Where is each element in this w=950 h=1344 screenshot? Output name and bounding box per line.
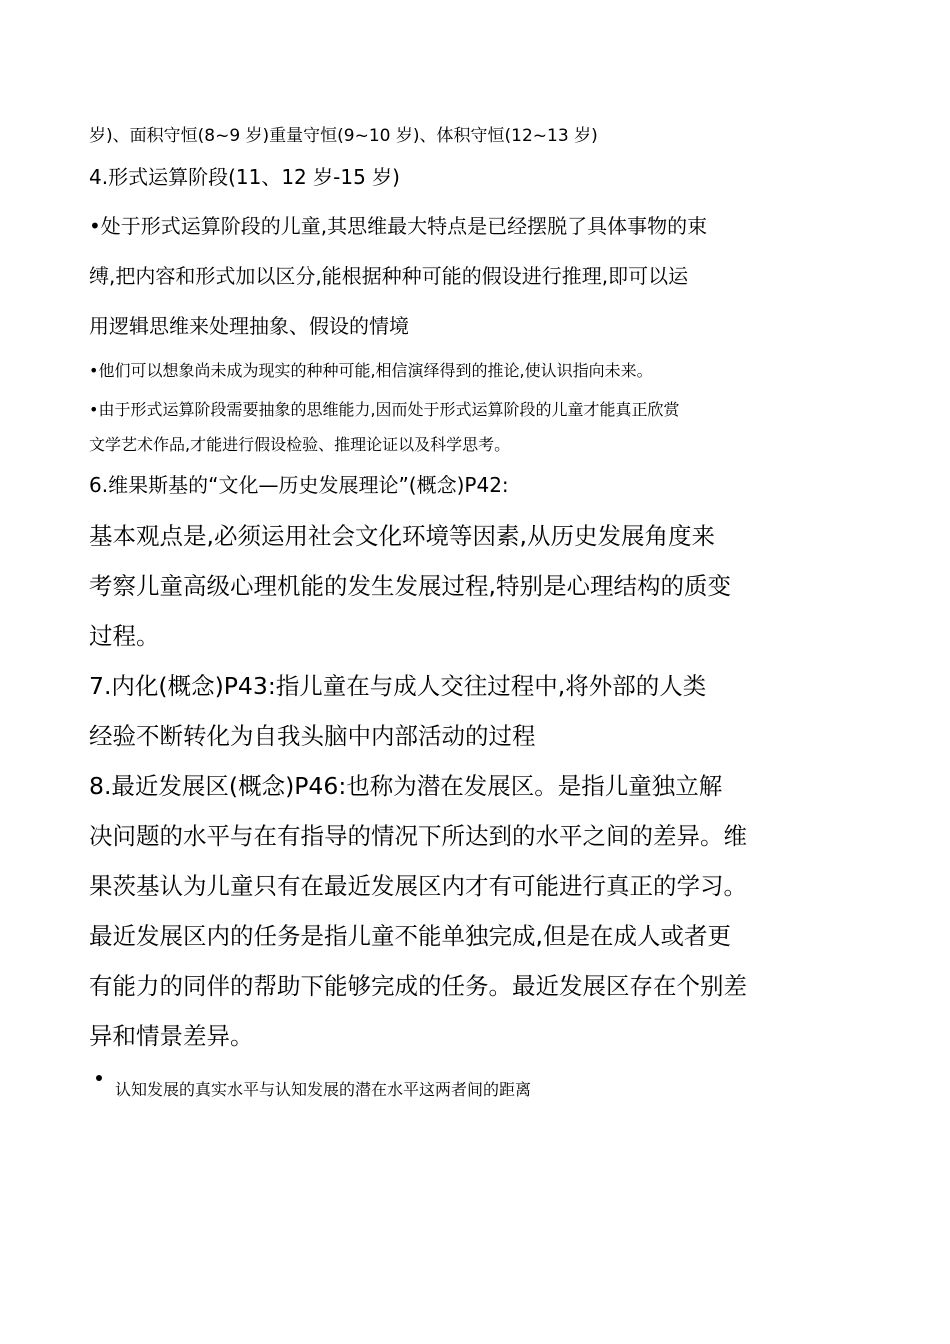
heading-vygotsky-theory: 6.维果斯基的“文化—历史发展理论”(概念)P42:: [89, 473, 509, 497]
text-line-zpd-definition: 认知发展的真实水平与认知发展的潜在水平这两者间的距离: [115, 1080, 532, 1099]
bullet-dot-icon: [96, 1075, 102, 1081]
text-line-basic-view-3: 过程。: [89, 622, 160, 650]
text-line-internalization-1: 7.内化(概念)P43:指儿童在与成人交往过程中,将外部的人类: [89, 672, 707, 700]
text-line-zpd-2: 决问题的水平与在有指导的情况下所达到的水平之间的差异。维: [89, 822, 747, 850]
text-line-zpd-1: 8.最近发展区(概念)P46:也称为潜在发展区。是指儿童独立解: [89, 772, 723, 800]
heading-formal-operational-stage: 4.形式运算阶段(11、12 岁-15 岁): [89, 165, 400, 189]
text-line-zpd-3: 果茨基认为儿童只有在最近发展区内才有可能进行真正的学习。: [89, 872, 747, 900]
text-line-abstract-thinking-1: •由于形式运算阶段需要抽象的思维能力,因而处于形式运算阶段的儿童才能真正欣赏: [89, 400, 680, 419]
text-line-basic-view-1: 基本观点是,必须运用社会文化环境等因素,从历史发展角度来: [89, 522, 715, 550]
text-line-basic-view-2: 考察儿童高级心理机能的发生发展过程,特别是心理结构的质变: [89, 572, 731, 600]
text-line-imagination: •他们可以想象尚未成为现实的种种可能,相信演绎得到的推论,使认识指向未来。: [89, 361, 653, 380]
text-line-formal-op-2: 缚,把内容和形式加以区分,能根据种种可能的假设进行推理,即可以运: [89, 264, 689, 288]
text-line-abstract-thinking-2: 文学艺术作品,才能进行假设检验、推理论证以及科学思考。: [89, 435, 511, 454]
text-line-zpd-6: 异和情景差异。: [89, 1022, 254, 1050]
text-line-formal-op-3: 用逻辑思维来处理抽象、假设的情境: [89, 314, 409, 338]
text-line-conservation-ages: 岁)、面积守恒(8~9 岁)重量守恒(9~10 岁)、体积守恒(12~13 岁): [89, 126, 598, 146]
text-line-zpd-4: 最近发展区内的任务是指儿童不能单独完成,但是在成人或者更: [89, 922, 731, 950]
text-line-internalization-2: 经验不断转化为自我头脑中内部活动的过程: [89, 722, 536, 750]
text-line-zpd-5: 有能力的同伴的帮助下能够完成的任务。最近发展区存在个别差: [89, 972, 747, 1000]
text-line-formal-op-1: •处于形式运算阶段的儿童,其思维最大特点是已经摆脱了具体事物的束: [89, 214, 708, 238]
